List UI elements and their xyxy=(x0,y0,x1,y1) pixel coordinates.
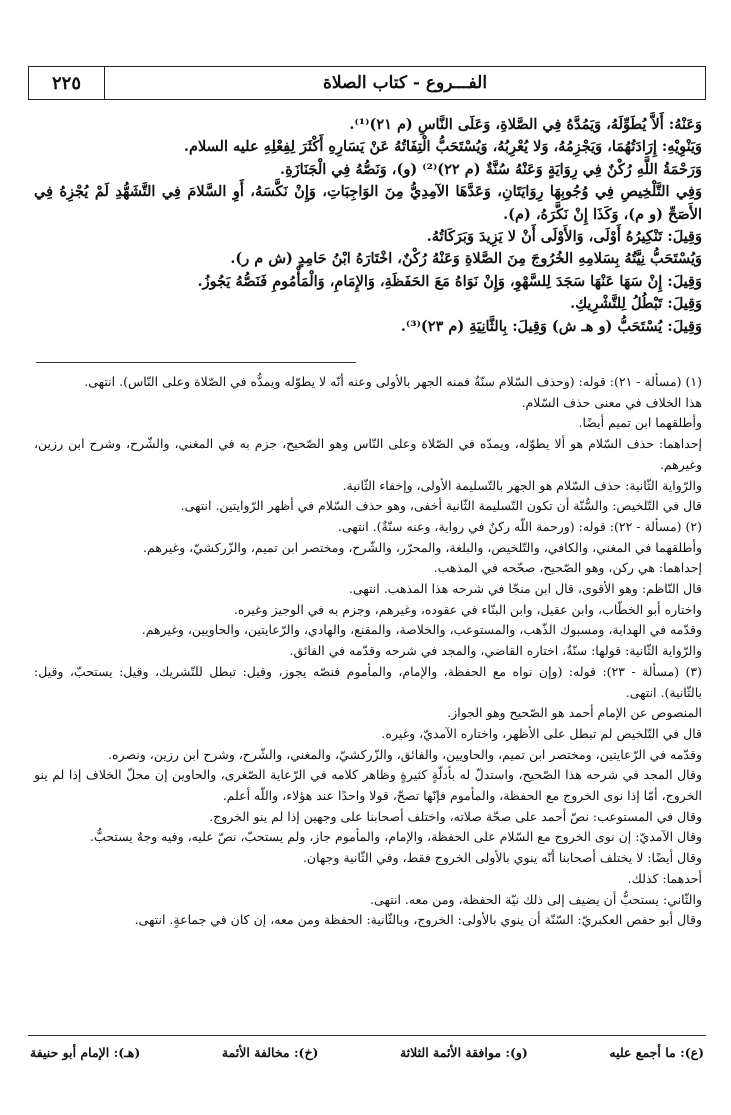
footnote-line: وقال في المستوعب: نصّ أحمد على صحّة صلاته، واختلف أصحابنا على وجهين إذا لم ينو الخروج. xyxy=(209,808,702,824)
footnote-line: وقدّمه في الرّعايتين، ومختصر ابن تميم، والحاويين، والفائق، والزّركشيّ، والمغني، والشّرح، وشرح ابن رزين، ونصره. xyxy=(108,746,702,762)
footnote-line: والرّواية الثّانية: قولها: سنّةٌ، اختاره القاضي، والمجد في شرحه وقدّمه في الفائق. xyxy=(289,643,702,659)
page-number: ٢٢٥ xyxy=(29,67,105,99)
footnote-line: وقال الآمديّ: إن نوى الخروج مع السّلام على الحفظة، والإمام، والمأموم جاز، ولم يستحبّ، نصّ عليه، وفيه وجهٌ يستحبُّ. xyxy=(90,829,702,845)
footnotes xyxy=(34,372,702,931)
footnote-line: والرّواية الثّانية: حذف السّلام هو الجهر بالتّسليمة الأولى، وإخفاء الثّانية. xyxy=(342,477,702,493)
page-footer xyxy=(30,1040,704,1064)
footnote-line: المنصوص عن الإمام أحمد هو الصّحيح وهو الجواز. xyxy=(447,705,702,721)
main-line: وَقِيلَ: تَبْطُلُ لِلتَّشْرِيكِ. xyxy=(570,295,702,313)
page-header xyxy=(28,66,706,100)
footnote-line: وأطلقهما في المغني، والكافي، والتّلخيص، والبلغة، والمحرّر، والشّرح، ومختصر ابن تميم، والزّركشيّ، وغيرهم. xyxy=(142,539,702,555)
main-line: وَقِيلَ: إِنْ سَهَا عَنْهَا سَجَدَ لِلسَّهْوِ، وَإِنْ نَوَاهُ مَعَ الحَفَظَةِ، وَالإِمَامِ، وَالْمَأْمُومِ فَنَصُّهُ يَجُوزُ. xyxy=(197,272,702,290)
main-line: وَقِيلَ: يُسْتَحَبُّ (و هـ ش) وَقِيلَ: بِالثَّانِيَةِ (م ٢٣)⁽³⁾. xyxy=(400,317,702,335)
main-line: وَرَحْمَةُ اللَّهِ رُكْنٌ فِي رِوَايَةٍ وَعَنْهُ سُنَّةٌ (م ٢٢)⁽²⁾ (و)، وَنَصُّهُ فِي الْجَنَازَةِ. xyxy=(280,160,702,178)
footnote-line: والثّاني: يستحبُّ أن يضيف إلى ذلك نيّة الحفظة، ومن معه. انتهى. xyxy=(370,891,702,907)
footnote-line: (٢) (مسألة - ٢٢): قوله: (ورحمة اللّه ركنٌ في رواية، وعنه سنّةٌ). انتهى. xyxy=(337,518,702,534)
footnote-line: إحداهما: هي ركن، وهو الصّحيح، صحّحه في المذهب. xyxy=(433,560,702,576)
footnote-line: إحداهما: حذف السّلام هو ألا يطوّله، ويمدّه في الصّلاة وعلى النّاس وهو الصّحيح، جزم به في المغني، والشّرح، وشرح ابن رزين، وغيرهم. xyxy=(34,436,702,472)
footnote-line: وقال أيضًا: لا يختلف أصحابنا أنّه ينوي بالأولى الخروج فقط، وفي الثّانية وجهان. xyxy=(302,850,702,866)
main-line: وَفِي التَّلْخِيصِ فِي وُجُوبِهَا رِوَايَتَانِ، وَعَدَّهَا الآمِدِيُّ مِنَ الوَاجِبَاتِ، وَإِنْ نَكَّسَهُ، أَوِ السَّلامَ فِي التَّشَهُّدِ لَمْ يُجْزِهُ فِي الأَصَحِّ (و م)، وَكَذَا إِنْ نَكَّرَهُ، (م). xyxy=(34,183,702,223)
footnote-line: وأطلقهما ابن تميم أيضًا. xyxy=(578,415,702,431)
page-title: الفـــروع - كتاب الصلاة xyxy=(322,73,488,93)
footnote-line: وقال أبو حفص العكبريّ: السّنّة أن ينوي بالأولى: الخروج، وبالثّانية: الحفظة ومن معه، إن كان في جماعةٍ. انتهى. xyxy=(134,912,702,928)
footnote-line: قال النّاظم: وهو الأقوى، قال ابن منجّا في شرحه هذا المذهب. انتهى. xyxy=(348,581,702,597)
footnote-line: وقال المجد في شرحه هذا الصّحيح، واستدلّ له بأدلّةٍ كثيرةٍ وظاهر كلامه في الرّعاية الصّغرى، والحاوين إن محلّ الخلاف إذا لم ينو الخروج، أمّا إذا نوى الخروج مع الحفظة، والمأموم فإنّها تصحّ، قولا واحدًا عند هؤلاء، واللّه أعلم. xyxy=(34,767,702,804)
main-line: وَيَنْوِيْهِ: إِرَادَتُهُمَا، وَيَجْزِمُهُ، وَلا يُعْرِبُهُ، وَيُسْتَحَبُّ الْتِفَاتُهُ عَنْ يَسَارِهِ أَكْثَرَ لِفِعْلِهِ عليه السلام. xyxy=(183,138,702,156)
main-line: وَيُسْتَحَبُّ نِيَّتُهُ بِسَلامِهِ الخُرُوجَ مِنَ الصَّلاةِ وَعَنْهُ رُكْنٌ، اخْتَارَهُ ابْنُ حَامِدٍ (ش م ر). xyxy=(230,250,702,268)
footnote-line: هذا الخلاف في معنى حذف السّلام. xyxy=(521,394,702,410)
footnote-line: واختاره أبو الخطّاب، وابن عقيل، وابن البنّاء في عقوده، وغيرهم، وجزم به في الوجيز وغيره. xyxy=(233,601,702,617)
footnote-line: أحدهما: كذلك. xyxy=(627,870,702,886)
legend-wifaq: (و): موافقة الأئمة الثلاثة xyxy=(399,1044,528,1060)
footnote-separator xyxy=(36,362,356,363)
footer-divider xyxy=(28,1035,706,1036)
legend-hanifa: (هـ): الإمام أبو حنيفة xyxy=(30,1044,141,1060)
legend-khilaf: (خ): مخالفة الأئمة xyxy=(221,1044,319,1060)
footnote-line: قال في التّلخيص لم تبطل على الأظهر، واختاره الآمديّ، وغيره. xyxy=(381,725,702,741)
main-line: وَعَنْهُ: أَلاَّ يُطَوِّلَهُ، وَيَمُدَّهُ فِي الصَّلاةِ، وَعَلَى النَّاسِ (م ٢١)⁽¹⁾. xyxy=(349,116,702,133)
footnote-line: (٣) (مسألة - ٢٣): قوله: (وإن نواه مع الحفظة، والإمام، والمأموم فنصّه يجوز، وقيل: تبطل للتّشريك، وقيل: يستحبّ، وقيل: بالثّانية). انتهى. xyxy=(34,663,702,700)
main-line: وَقِيلَ: تَنْكِيرُهُ أَوْلَى، وَالأَوْلَى أَنْ لا يَزِيدَ وَبَرَكَاتُهُ. xyxy=(426,228,702,246)
footnote-line: قال في التّلخيص: والسُّنّة أن تكون التّسليمة الثّانية أخفى، وهو حذف السّلام في أظهر الرّوايتين. انتهى. xyxy=(180,498,702,514)
legend-ijma: (ع): ما أجمع عليه xyxy=(609,1044,704,1060)
footnote-line: وقدّمه في الهداية، ومسبوك الذّهب، والمستوعب، والخلاصة، والمقنع، والهادي، والرّعايتين، والحاويين، وغيرهم. xyxy=(141,622,702,638)
main-text xyxy=(34,114,702,338)
footnote-line: (١) (مسألة - ٢١): قوله: (وحذف السّلام سنّةٌ فمنه الجهر بالأولى وعنه أنّه لا يطوّله ويمدُّه في الصّلاة وعلى النّاس). انتهى. xyxy=(84,374,702,389)
